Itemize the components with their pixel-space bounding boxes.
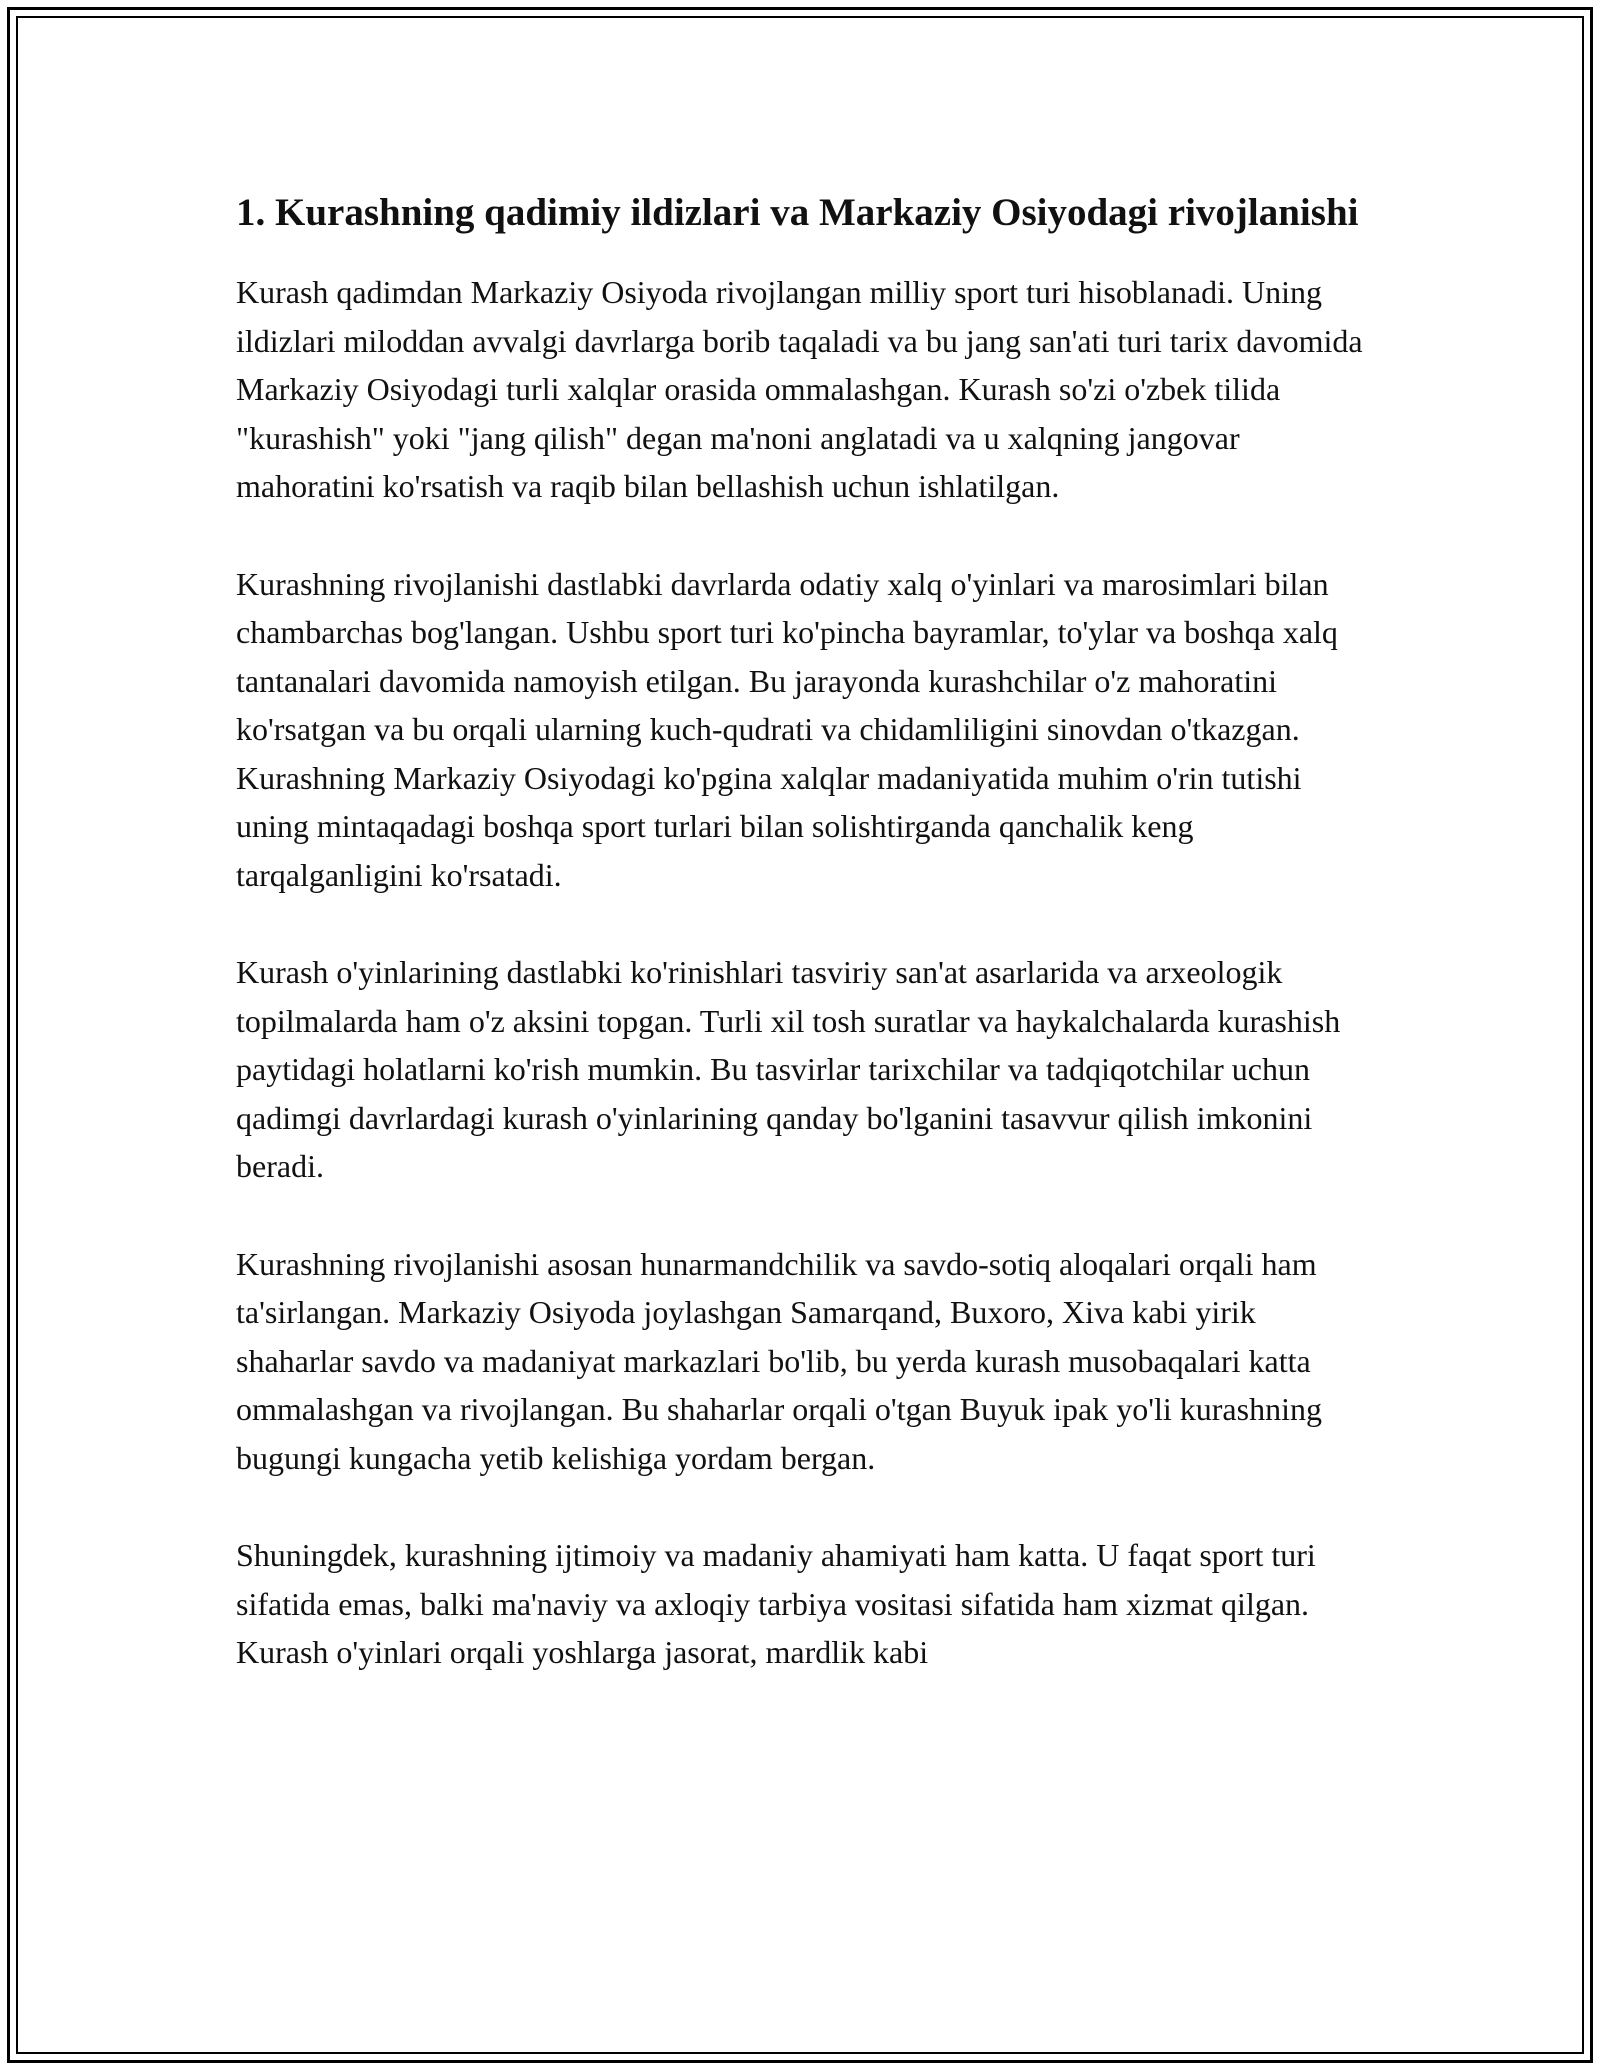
- document-body: [236, 186, 1366, 1677]
- paragraph-3: Kurash o'yinlarining dastlabki ko'rinishlari tasviriy san'at asarlarida va arxeologik topilmalarda ham o'z aksini topgan. Turli xil tosh suratlar va haykalchalarda kurashish paytidagi holatlarni ko'rish mumkin. Bu tasvirlar tarixchilar va tadqiqotchilar uchun qadimgi davrlardagi kurash o'yinlarining qanday bo'lganini tasavvur qilish imkonini beradi.: [236, 954, 1341, 1184]
- paragraph-1: Kurash qadimdan Markaziy Osiyoda rivojlangan milliy sport turi hisoblanadi. Uning ildizlari miloddan avvalgi davrlarga borib taqaladi va bu jang san'ati turi tarix davomida Markaziy Osiyodagi turli xalqlar orasida ommalashgan. Kurash so'zi o'zbek tilida "kurashish" yoki "jang qilish" degan ma'noni anglatadi va u xalqning jangovar mahoratini ko'rsatish va raqib bilan bellashish uchun ishlatilgan.: [236, 274, 1363, 504]
- paragraph-2: Kurashning rivojlanishi dastlabki davrlarda odatiy xalq o'yinlari va marosimlari bilan chambarchas bog'langan. Ushbu sport turi ko'pincha bayramlar, to'ylar va boshqa xalq tantanalari davomida namoyish etilgan. Bu jarayonda kurashchilar o'z mahoratini ko'rsatgan va bu orqali ularning kuch-qudrati va chidamliligini sinovdan o'tkazgan. Kurashning Markaziy Osiyodagi ko'pgina xalqlar madaniyatida muhim o'rin tutishi uning mintaqadagi boshqa sport turlari bilan solishtirganda qanchalik keng tarqalganligini ko'rsatadi.: [236, 565, 1338, 893]
- paragraph-5: Shuningdek, kurashning ijtimoiy va madaniy ahamiyati ham katta. U faqat sport turi sifatida emas, balki ma'naviy va axloqiy tarbiya vositasi sifatida ham xizmat qilgan. Kurash o'yinlari orqali yoshlarga jasorat, mardlik kabi: [236, 1537, 1316, 1670]
- paragraph-4: Kurashning rivojlanishi asosan hunarmandchilik va savdo-sotiq aloqalari orqali ham ta'sirlangan. Markaziy Osiyoda joylashgan Samarqand, Buxoro, Xiva kabi yirik shaharlar savdo va madaniyat markazlari bo'lib, bu yerda kurash musobaqalari katta ommalashgan va rivojlangan. Bu shaharlar orqali o'tgan Buyuk ipak yo'li kurashning bugungi kungacha yetib kelishiga yordam bergan.: [236, 1245, 1322, 1476]
- section-heading: 1. Kurashning qadimiy ildizlari va Markaziy Osiyodagi rivojlanishi: [236, 191, 1359, 234]
